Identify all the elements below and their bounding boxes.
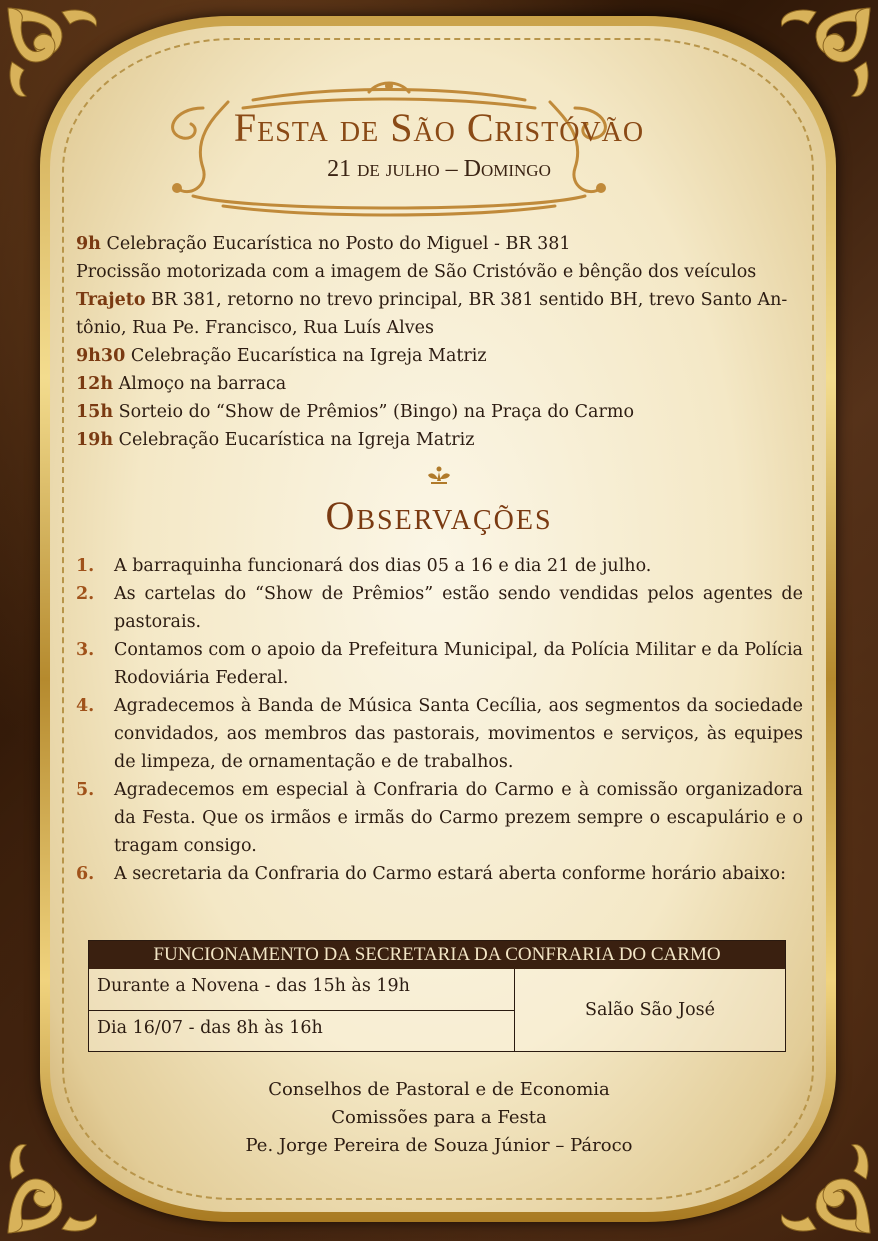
item-text: Agradecemos em especial à Confraria do Carmo e à comissão organizadora da Festa. Que os irmãos e irmãs do Carmo prezem sempre o escapulário e o tragam consigo.	[114, 780, 803, 856]
title-cartouche-icon	[133, 78, 645, 228]
schedule-item	[76, 426, 806, 454]
item-number: 6.	[76, 864, 95, 884]
schedule-item	[76, 230, 806, 258]
item-number: 5.	[76, 780, 95, 800]
item-number: 1.	[76, 556, 95, 576]
schedule-text: Sorteio do “Show de Prêmios” (Bingo) na Praça do Carmo	[113, 402, 634, 422]
list-item	[76, 776, 803, 860]
footer-signature	[0, 1076, 878, 1160]
event-date: 21 de julho – Domingo	[327, 156, 551, 182]
schedule-item	[76, 286, 806, 342]
item-number: 4.	[76, 696, 95, 716]
list-item	[76, 860, 803, 888]
item-number: 3.	[76, 640, 95, 660]
location-cell	[515, 969, 785, 1051]
table-header: FUNCIONAMENTO DA SECRETARIA DA CONFRARIA DO CARMO	[89, 941, 785, 969]
observations-title: Observações	[325, 493, 553, 538]
hours-column	[89, 969, 515, 1051]
schedule-text: Celebração Eucarística na Igreja Matriz	[113, 430, 475, 450]
table-row: Dia 16/07 - das 8h às 16h	[89, 1010, 514, 1051]
list-item	[76, 636, 803, 692]
schedule-text: Almoço na barraca	[113, 374, 287, 394]
observations-list	[76, 552, 803, 888]
item-text: As cartelas do “Show de Prêmios” estão sendo vendidas pelos agentes de pastorais.	[114, 584, 803, 632]
office-hours-table	[88, 940, 786, 1052]
footer-line: Pe. Jorge Pereira de Souza Júnior – Pároco	[245, 1135, 633, 1156]
location-label: Salão São José	[585, 1000, 715, 1020]
schedule-item	[76, 398, 806, 426]
schedule-text: Celebração Eucarística na Igreja Matriz	[125, 346, 487, 366]
schedule-text: Procissão motorizada com a imagem de São Cristóvão e bênção dos veículos	[76, 262, 757, 282]
table-row: Durante a Novena - das 15h às 19h	[97, 976, 410, 996]
table-body	[89, 969, 785, 1051]
schedule-time: 9h30	[76, 346, 126, 366]
schedule-time: 19h	[76, 430, 114, 450]
schedule-text: BR 381, retorno no trevo principal, BR 381 sentido BH, trevo Santo An-tônio, Rua Pe. Francisco, Rua Luís Alves	[76, 290, 788, 338]
item-text: A secretaria da Confraria do Carmo estará aberta conforme horário abaixo:	[114, 864, 786, 884]
schedule-text: Celebração Eucarística no Posto do Miguel - BR 381	[100, 234, 571, 254]
item-text: Contamos com o apoio da Prefeitura Municipal, da Polícia Militar e da Polícia Rodoviária Federal.	[114, 640, 803, 688]
schedule-time: 15h	[76, 402, 114, 422]
footer-line: Comissões para a Festa	[331, 1107, 547, 1128]
schedule-item	[76, 258, 806, 286]
schedule-time: 12h	[76, 374, 114, 394]
page-title: Festa de São Cristóvão	[233, 105, 645, 150]
item-text: A barraquinha funcionará dos dias 05 a 16 e dia 21 de julho.	[114, 556, 652, 576]
schedule-list	[76, 230, 806, 454]
list-item	[76, 692, 803, 776]
list-item	[76, 580, 803, 636]
schedule-time: Trajeto	[76, 290, 146, 310]
footer-line: Conselhos de Pastoral e de Economia	[268, 1079, 610, 1100]
schedule-item	[76, 370, 806, 398]
fleuron-icon	[424, 463, 454, 487]
schedule-item	[76, 342, 806, 370]
schedule-time: 9h	[76, 234, 101, 254]
list-item	[76, 552, 803, 580]
item-number: 2.	[76, 584, 95, 604]
item-text: Agradecemos à Banda de Música Santa Cecília, aos segmentos da sociedade convidados, aos membros das pastorais, movimentos e serviços, às equipes de limpeza, de ornamentação e de trabalhos.	[114, 696, 803, 772]
